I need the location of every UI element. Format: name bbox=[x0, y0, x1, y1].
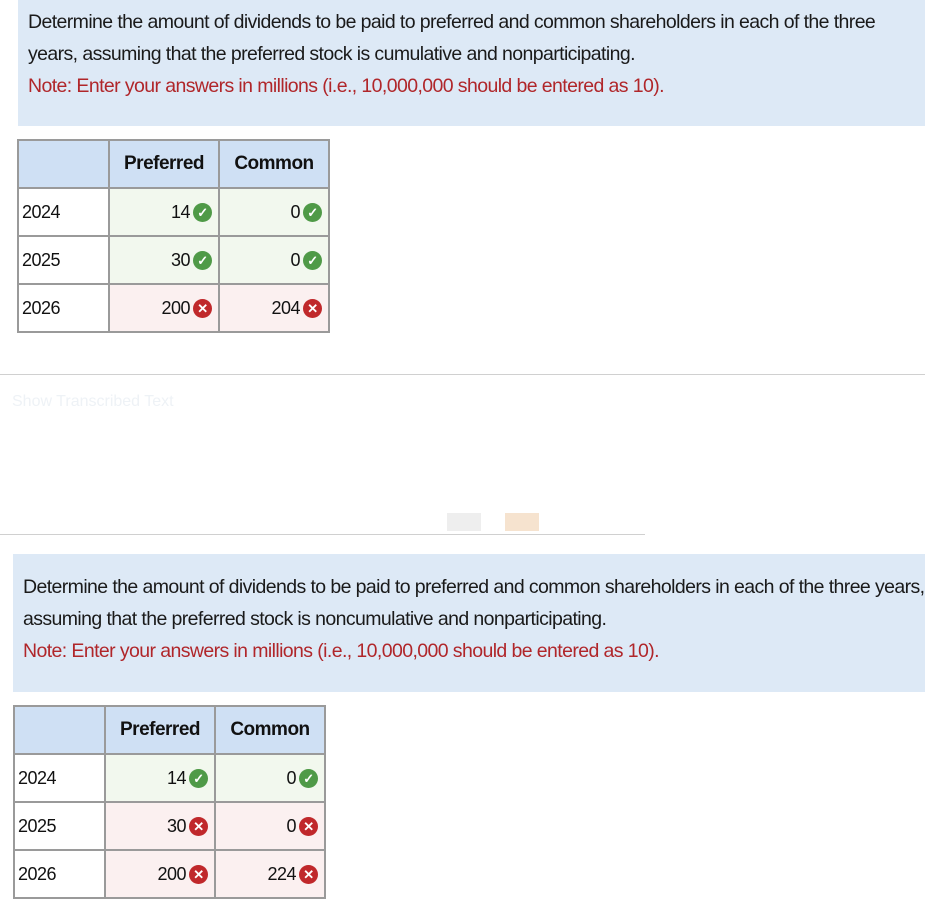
preferred-answer-input[interactable] bbox=[109, 188, 219, 236]
header-preferred: Preferred bbox=[109, 140, 219, 188]
check-circle-icon: ✓ bbox=[303, 251, 322, 270]
answer-value: 224 bbox=[267, 863, 296, 884]
answer-value: 0 bbox=[286, 815, 296, 836]
x-circle-icon: ✕ bbox=[189, 865, 208, 884]
x-circle-icon: ✕ bbox=[299, 817, 318, 836]
header-blank bbox=[14, 706, 105, 754]
question-text: Determine the amount of dividends to be paid to preferred and common shareholders in each of the three years, assuming that the preferred stock is cumulative and nonparticipating. bbox=[28, 11, 876, 65]
check-circle-icon: ✓ bbox=[189, 769, 208, 788]
note-text: Note: Enter your answers in millions (i.e., 10,000,000 should be entered as 10). bbox=[28, 75, 664, 97]
preferred-answer-input[interactable] bbox=[105, 802, 215, 850]
answer-value: 0 bbox=[290, 249, 300, 270]
question-panel-cumulative bbox=[18, 0, 925, 126]
answer-table-cumulative bbox=[17, 139, 330, 333]
preferred-answer-input[interactable] bbox=[109, 284, 219, 332]
answer-value: 0 bbox=[286, 767, 296, 788]
preferred-answer-input[interactable] bbox=[105, 754, 215, 802]
common-answer-input[interactable] bbox=[215, 754, 325, 802]
header-row bbox=[14, 706, 325, 754]
answer-value: 200 bbox=[161, 297, 190, 318]
table-row bbox=[14, 850, 325, 898]
answer-value: 14 bbox=[170, 201, 190, 222]
check-circle-icon: ✓ bbox=[193, 251, 212, 270]
check-circle-icon: ✓ bbox=[299, 769, 318, 788]
year-label: 2026 bbox=[14, 850, 105, 898]
x-circle-icon: ✕ bbox=[303, 299, 322, 318]
header-common: Common bbox=[219, 140, 329, 188]
year-label: 2024 bbox=[18, 188, 109, 236]
check-circle-icon: ✓ bbox=[193, 203, 212, 222]
x-circle-icon: ✕ bbox=[189, 817, 208, 836]
question-text: Determine the amount of dividends to be paid to preferred and common shareholders in each of the three years, assuming that the preferred stock is noncumulative and nonparticipating. bbox=[23, 576, 925, 630]
common-answer-input[interactable] bbox=[215, 850, 325, 898]
check-circle-icon: ✓ bbox=[303, 203, 322, 222]
table-row bbox=[18, 236, 329, 284]
table-row bbox=[18, 284, 329, 332]
x-circle-icon: ✕ bbox=[193, 299, 212, 318]
show-transcribed-text-link[interactable]: Show Transcribed Text bbox=[12, 393, 174, 410]
header-common: Common bbox=[215, 706, 325, 754]
answer-table-noncumulative bbox=[13, 705, 326, 899]
common-answer-input[interactable] bbox=[219, 188, 329, 236]
preferred-answer-input[interactable] bbox=[109, 236, 219, 284]
note-text: Note: Enter your answers in millions (i.e., 10,000,000 should be entered as 10). bbox=[23, 640, 659, 662]
year-label: 2026 bbox=[18, 284, 109, 332]
header-row bbox=[18, 140, 329, 188]
answer-value: 0 bbox=[290, 201, 300, 222]
common-answer-input[interactable] bbox=[219, 284, 329, 332]
year-label: 2025 bbox=[14, 802, 105, 850]
year-label: 2025 bbox=[18, 236, 109, 284]
section-divider bbox=[0, 534, 645, 535]
answer-value: 30 bbox=[166, 815, 186, 836]
preferred-answer-input[interactable] bbox=[105, 850, 215, 898]
common-answer-input[interactable] bbox=[215, 802, 325, 850]
answer-value: 200 bbox=[157, 863, 186, 884]
answer-value: 204 bbox=[271, 297, 300, 318]
common-answer-input[interactable] bbox=[219, 236, 329, 284]
x-circle-icon: ✕ bbox=[299, 865, 318, 884]
faint-artifact bbox=[447, 513, 481, 531]
table-row bbox=[18, 188, 329, 236]
table-row bbox=[14, 802, 325, 850]
question-panel-noncumulative bbox=[13, 554, 925, 692]
answer-value: 14 bbox=[166, 767, 186, 788]
header-preferred: Preferred bbox=[105, 706, 215, 754]
answer-value: 30 bbox=[170, 249, 190, 270]
faint-artifact bbox=[505, 513, 539, 531]
section-divider bbox=[0, 374, 925, 375]
year-label: 2024 bbox=[14, 754, 105, 802]
table-row bbox=[14, 754, 325, 802]
header-blank bbox=[18, 140, 109, 188]
